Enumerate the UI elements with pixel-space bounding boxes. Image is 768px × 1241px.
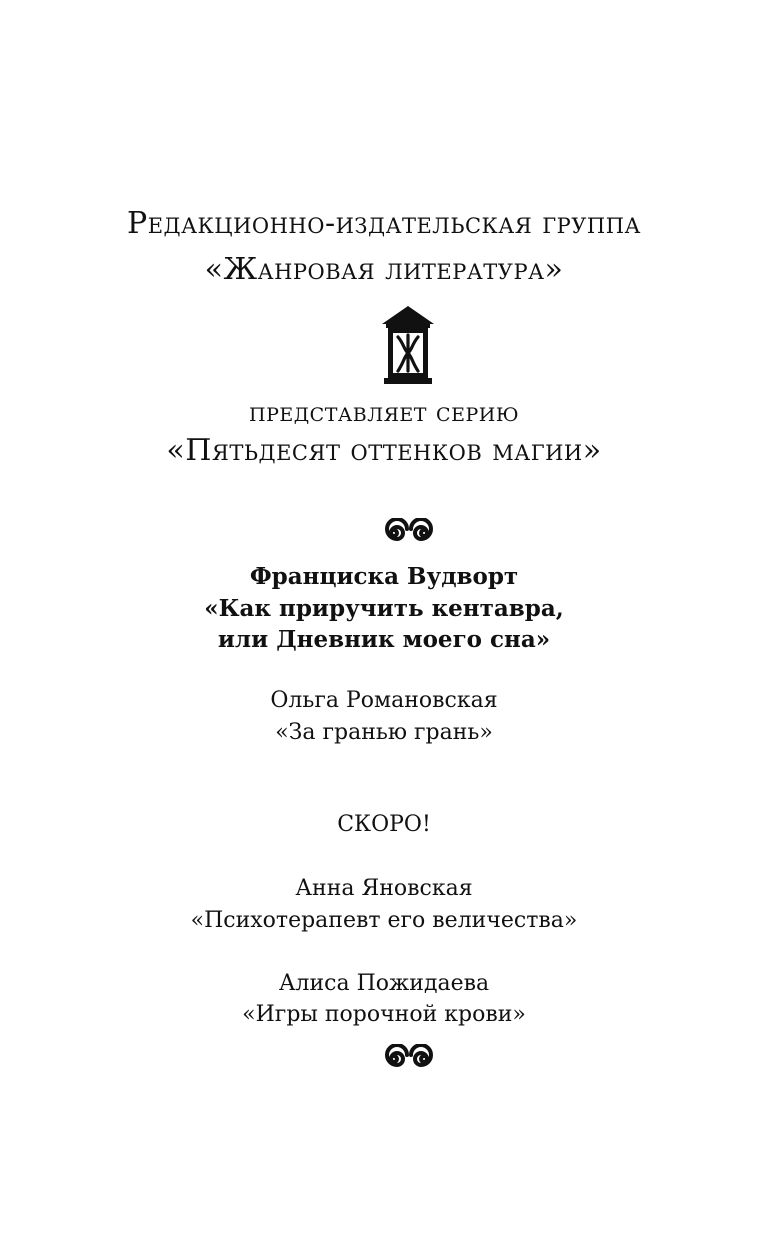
upcoming-author: Алиса Пожидаева <box>278 971 490 996</box>
double-spiral-ornament-icon <box>378 518 440 548</box>
book-author: Франциска Вудворт <box>249 563 519 590</box>
lantern-logo-icon <box>382 306 434 384</box>
publisher-imprint-name: «Жанровая литература» <box>204 252 564 287</box>
book-title: «За гранью грань» <box>275 720 493 745</box>
double-spiral-ornament-icon <box>378 1044 440 1074</box>
coming-soon-label: СКОРО! <box>337 812 431 837</box>
series-name: «Пятьдесят оттенков магии» <box>166 433 602 468</box>
book-title-line1: «Как приручить кентавра, <box>204 595 564 622</box>
upcoming-title: «Игры порочной крови» <box>242 1002 526 1027</box>
book-author: Ольга Романовская <box>270 688 498 713</box>
publisher-group-title: Редакционно-издательская группа <box>127 206 641 241</box>
upcoming-author: Анна Яновская <box>295 876 473 901</box>
upcoming-title: «Психотерапевт его величества» <box>190 908 578 933</box>
book-title-line2: или Дневник моего сна» <box>217 626 551 653</box>
series-intro: представляет серию <box>249 397 519 428</box>
